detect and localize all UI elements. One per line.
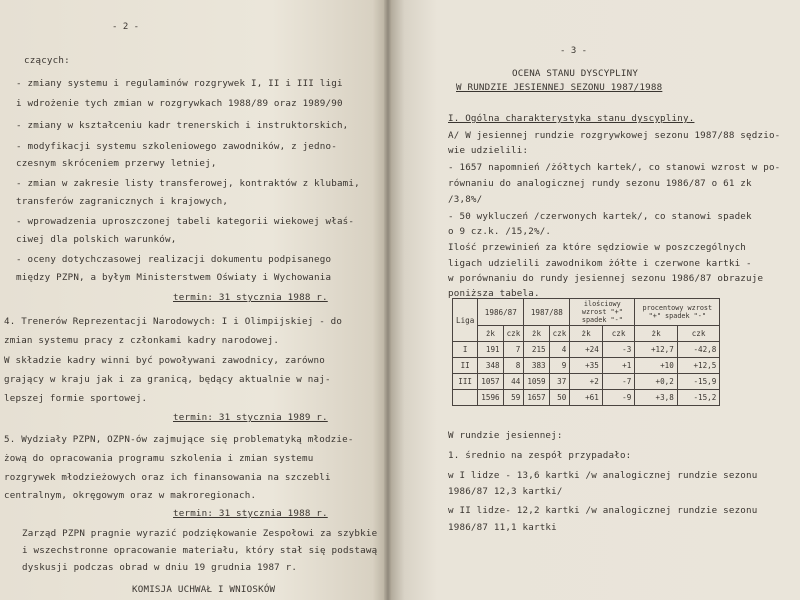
text-line: lepszej formie sportowej. xyxy=(4,393,148,404)
table-cell: +0,2 xyxy=(635,374,678,390)
table-subheader: czk xyxy=(503,326,524,342)
table-cell: 1657 xyxy=(524,390,549,406)
text-line: 1986/87 12,3 kartki/ xyxy=(448,486,563,497)
text-line: o 9 cz.k. /15,2%/. xyxy=(448,226,552,237)
table-row-total xyxy=(453,390,720,406)
table-cell: 44 xyxy=(503,374,524,390)
table-header-ilosciowy: ilościowy wzrost "+" spadek "-" xyxy=(570,299,635,326)
text-line: W rundzie jesiennej: xyxy=(448,430,563,441)
table-header-liga: Liga xyxy=(453,299,478,342)
text-line: - 1657 napomnień /żółtych kartek/, co stanowi wzrost w po- xyxy=(448,162,781,173)
text-line: czących: xyxy=(24,55,70,66)
table-cell: 37 xyxy=(549,374,570,390)
text-line: 5. Wydziały PZPN, OZPN-ów zajmujące się problematyką młodzie- xyxy=(4,434,354,445)
table-subheader: żk xyxy=(478,326,503,342)
text-line: - zmian w zakresie listy transferowej, kontraktów z klubami, xyxy=(16,178,360,189)
deadline-line: termin: 31 stycznia 1988 r. xyxy=(173,508,328,519)
table-cell: 7 xyxy=(503,342,524,358)
table-subheader: żk xyxy=(524,326,549,342)
signature-commission: KOMISJA UCHWAŁ I WNIOSKÓW xyxy=(132,584,276,595)
title-line-1: OCENA STANU DYSCYPLINY xyxy=(512,68,639,79)
table-cell: -15,2 xyxy=(677,390,720,406)
text-line: dyskusji podczas obrad w dniu 19 grudnia 1987 r. xyxy=(22,562,298,573)
table-cell: II xyxy=(453,358,478,374)
text-line: 1. średnio na zespół przypadało: xyxy=(448,450,632,461)
text-line: 1986/87 11,1 kartki xyxy=(448,522,557,533)
book-gutter xyxy=(384,0,392,600)
table-cell: 9 xyxy=(549,358,570,374)
left-page-number: - 2 - xyxy=(112,22,140,32)
table-cell: 8 xyxy=(503,358,524,374)
text-line: czesnym skróceniem przerwy letniej, xyxy=(16,158,217,169)
table-cell: +24 xyxy=(570,342,603,358)
text-line: Ilość przewinień za które sędziowie w poszczególnych xyxy=(448,242,747,253)
text-line: w II lidze- 12,2 kartki /w analogicznej rundzie sezonu xyxy=(448,505,758,516)
text-line: i wszechstronne opracowanie materiału, który stał się podstawą xyxy=(22,545,378,556)
table-cell: -42,8 xyxy=(677,342,720,358)
table-cell: 1057 xyxy=(478,374,503,390)
section-heading: I. Ogólna charakterystyka stanu dyscypliny. xyxy=(448,113,695,124)
table-cell: 59 xyxy=(503,390,524,406)
table-cell: 348 xyxy=(478,358,503,374)
text-line: transferów zagranicznych i krajowych, xyxy=(16,196,229,207)
table-subheader: czk xyxy=(677,326,720,342)
deadline-line: termin: 31 stycznia 1989 r. xyxy=(173,412,328,423)
table-cell: 1059 xyxy=(524,374,549,390)
text-line: ligach udzielili zawodnikom żółte i czerwone kartki - xyxy=(448,258,752,269)
text-line: - 50 wykluczeń /czerwonych kartek/, co stanowi spadek xyxy=(448,211,752,222)
table-cell: -3 xyxy=(602,342,635,358)
table-row xyxy=(453,358,720,374)
table-subheader: czk xyxy=(602,326,635,342)
table-cell: 50 xyxy=(549,390,570,406)
table-cell: -15,9 xyxy=(677,374,720,390)
table-cell: 1596 xyxy=(478,390,503,406)
deadline-line: termin: 31 stycznia 1988 r. xyxy=(173,292,328,303)
text-line: w porównaniu do rundy jesiennej sezonu 1986/87 obrazuje xyxy=(448,273,764,284)
text-line: rozgrywek młodzieżowych oraz ich finansowania na szczebli xyxy=(4,472,331,483)
table-cell: 4 xyxy=(549,342,570,358)
table-subheader: żk xyxy=(570,326,603,342)
text-line: - zmiany systemu i regulaminów rozgrywek I, II i III ligi xyxy=(16,78,343,89)
table-header-1986: 1986/87 xyxy=(478,299,524,326)
table-row xyxy=(453,374,720,390)
table-cell: I xyxy=(453,342,478,358)
table-cell: +61 xyxy=(570,390,603,406)
table-cell: +12,7 xyxy=(635,342,678,358)
text-line: - wprowadzenia uproszczonej tabeli kategorii wiekowej właś- xyxy=(16,216,355,227)
table-header-procentowy: procentowy wzrost "+" spadek "-" xyxy=(635,299,720,326)
text-line: między PZPN, a byłym Ministerstwem Oświaty i Wychowania xyxy=(16,272,332,283)
table-cell: +1 xyxy=(602,358,635,374)
text-line: wie udzielili: xyxy=(448,145,529,156)
table-cell: +12,5 xyxy=(677,358,720,374)
text-line: poniższa tabela. xyxy=(448,288,540,299)
text-line: - modyfikacji systemu szkoleniowego zawodników, z jedno- xyxy=(16,141,337,152)
table-cell: 215 xyxy=(524,342,549,358)
text-line: grający w kraju jak i za granicą, będący aktualnie w naj- xyxy=(4,374,331,385)
text-line: 4. Trenerów Reprezentacji Narodowych: I i Olimpijskiej - do xyxy=(4,316,343,327)
table-subheader: czk xyxy=(549,326,570,342)
table-cell: +35 xyxy=(570,358,603,374)
cards-statistics-table xyxy=(452,298,720,406)
text-line: zmian systemu pracy z członkami kadry narodowej. xyxy=(4,335,280,346)
text-line: - oceny dotychczasowej realizacji dokumentu podpisanego xyxy=(16,254,332,265)
text-line: A/ W jesiennej rundzie rozgrywkowej sezonu 1987/88 sędzio- xyxy=(448,130,781,141)
text-line: W składzie kadry winni być powoływani zawodnicy, zarówno xyxy=(4,355,325,366)
right-page-number: - 3 - xyxy=(560,46,588,56)
text-line: ciwej dla polskich warunków, xyxy=(16,234,177,245)
text-line: - zmiany w kształceniu kadr trenerskich i instruktorskich, xyxy=(16,120,349,131)
table-cell: +2 xyxy=(570,374,603,390)
text-line: żową do opracowania programu szkolenia i zmian systemu xyxy=(4,453,314,464)
table-cell: +10 xyxy=(635,358,678,374)
table-cell: 383 xyxy=(524,358,549,374)
text-line: w I lidze - 13,6 kartki /w analogicznej rundzie sezonu xyxy=(448,470,758,481)
table-cell: -7 xyxy=(602,374,635,390)
text-line: /3,8%/ xyxy=(448,194,483,205)
title-line-2: W RUNDZIE JESIENNEJ SEZONU 1987/1988 xyxy=(456,82,663,93)
table-header-1987: 1987/88 xyxy=(524,299,570,326)
text-line: centralnym, okręgowym oraz w makroregionach. xyxy=(4,490,257,501)
table-cell: III xyxy=(453,374,478,390)
table-cell: -9 xyxy=(602,390,635,406)
table-row xyxy=(453,342,720,358)
table-cell: 191 xyxy=(478,342,503,358)
text-line: Zarząd PZPN pragnie wyrazić podziękowanie Zespołowi za szybkie xyxy=(22,528,378,539)
text-line: i wdrożenie tych zmian w rozgrywkach 1988/89 oraz 1989/90 xyxy=(16,98,343,109)
table-cell: +3,8 xyxy=(635,390,678,406)
table-cell xyxy=(453,390,478,406)
text-line: równaniu do analogicznej rundy sezonu 1986/87 o 61 zk xyxy=(448,178,752,189)
table-subheader: żk xyxy=(635,326,678,342)
